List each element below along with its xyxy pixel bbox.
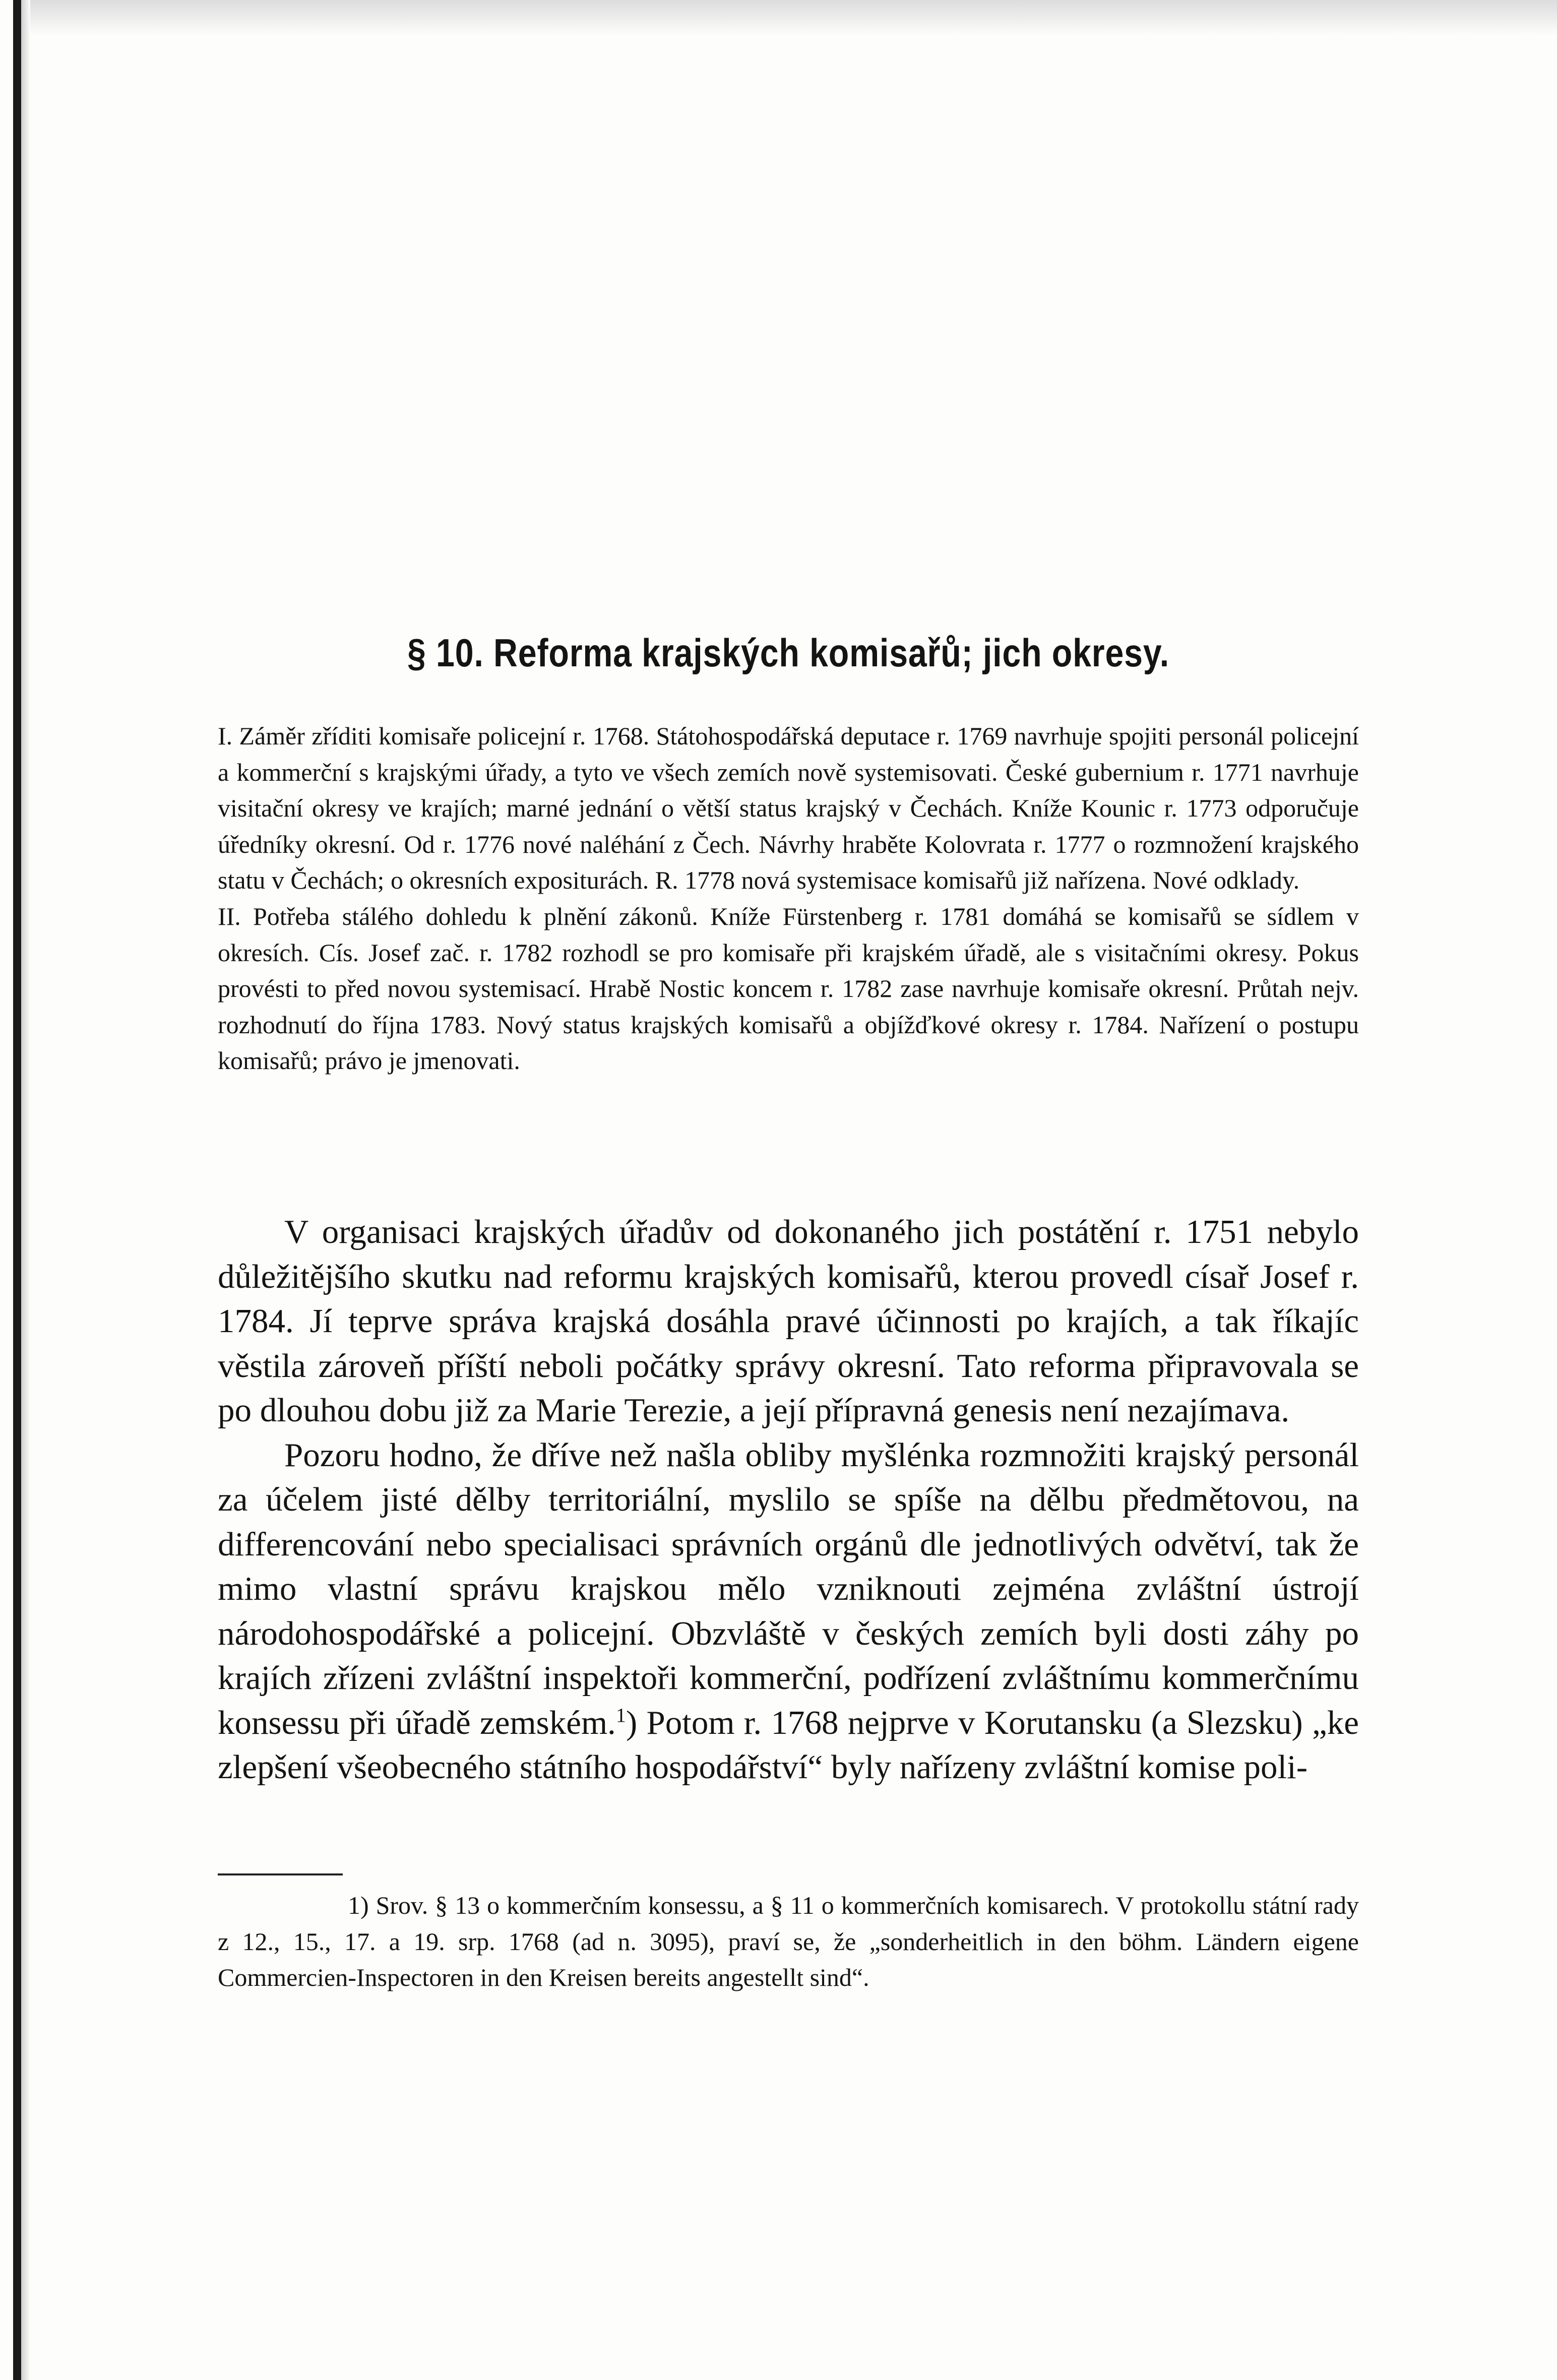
footnote-marker: 1) [348, 1891, 369, 1919]
body-paragraph-2: Pozoru hodno, že dříve než našla obliby myšlénka rozmnožiti krajský personál za účelem jisté dělby territoriální, myslilo se spíše na dělbu předmětovou, na differencování nebo specialisaci správních orgánů dle jednotlivých odvětví, tak že mimo vlastní správu krajskou mělo vzniknouti zejména zvláštní ústrojí národohospodářské a policejní. Obzvláště v českých zemích byli dosti záhy po krajích zřízeni zvláštní inspektoři kommerční, podřízení zvláštnímu kommerčnímu konsessu při úřadě zemském.$^1$) Potom r. 1768 nejprve v Korutansku (a Slezsku) „ke zlepšení všeobecného státního hospodářství“ byly nařízeny zvláštní komise poli- [218, 1436, 1359, 1786]
body-paragraph-2-continuation: Potom r. 1768 nejprve v Korutansku (a Slezsku) „ke zlepšení všeobecného státního hospodářství“ byly nařízeny zvláštní komise poli- [218, 1704, 1359, 1786]
binding-edge [13, 0, 21, 2380]
footnote-text: Srov. § 13 o kommerčním konsessu, a § 11 o kommerčních komisarech. V protokollu státní rady z 12., 15., 17. a 19. srp. 1768 (ad n. 3095), praví se, že „sonderheitlich in den böhm. Ländern eigene Commercien-Inspectoren in den Kreisen bereits angestellt sind“. [218, 1891, 1359, 1991]
section-summary [218, 718, 1359, 1079]
binding-shadow [21, 0, 30, 2380]
section-heading: § 10. Reforma krajských komisařů; jich okresy. [407, 631, 1169, 675]
footnotes [218, 1888, 1359, 1996]
top-shadow [30, 0, 1557, 35]
footnote-reference: 1 [615, 1704, 626, 1727]
footnote-1 [218, 1888, 1359, 1996]
footnote-divider [218, 1873, 343, 1875]
body-paragraph-1: V organisaci krajských úřadův od dokonaného jich postátění r. 1751 nebylo důležitějšího skutku nad reformu krajských komisařů, kterou provedl císař Josef r. 1784. Jí teprve správa krajská dosáhla pravé účinnosti po krajích, a tak říkajíc věstila zároveň příští neboli počátky správy okresní. Tato reforma připravovala se po dlouhou dobu již za Marie Terezie, a její přípravná genesis není nezajímava. [218, 1213, 1359, 1429]
body-paragraph-2-text: Pozoru hodno, že dříve než našla obliby myšlénka rozmnožiti krajský personál za účelem jisté dělby territoriální, myslilo se spíše na dělbu předmětovou, na differencování nebo specialisaci správních orgánů dle jednotlivých odvětví, tak že mimo vlastní správu krajskou mělo vzniknouti zejména zvláštní ústrojí národohospodářské a policejní. Obzvláště v českých zemích byli dosti záhy po krajích zřízeni zvláštní inspektoři kommerční, podřízení zvláštnímu kommerčnímu konsessu při úřadě zemském. [218, 1436, 1359, 1741]
summary-paragraph-1: I. Záměr zříditi komisaře policejní r. 1768. Státohospodářská deputace r. 1769 navrhuje spojiti personál policejní a kommerční s krajskými úřady, a tyto ve všech zemích nově systemisovati. České gubernium r. 1771 navrhuje visitační okresy ve krajích; marné jednání o větší status krajský v Čechách. Kníže Kounic r. 1773 odporučuje úředníky okresní. Od r. 1776 nové naléhání z Čech. Návrhy hraběte Kolovrata r. 1777 o rozmnožení krajského statu v Čechách; o okresních expositurách. R. 1778 nová systemisace komisařů již nařízena. Nové odklady. [218, 722, 1359, 895]
summary-paragraph-2: II. Potřeba stálého dohledu k plnění zákonů. Kníže Fürstenberg r. 1781 domáhá se komisařů se sídlem v okresích. Cís. Josef zač. r. 1782 rozhodl se pro komisaře při krajském úřadě, ale s visitačními okresy. Pokus provésti to před novou systemisací. Hrabě Nostic koncem r. 1782 zase navrhuje komisaře okresní. Průtah nejv. rozhodnutí do října 1783. Nový status krajských komisařů a objížďkové okresy r. 1784. Nařízení o postupu komisařů; právo je jmenovati. [218, 902, 1359, 1075]
body-text [218, 1210, 1359, 1790]
